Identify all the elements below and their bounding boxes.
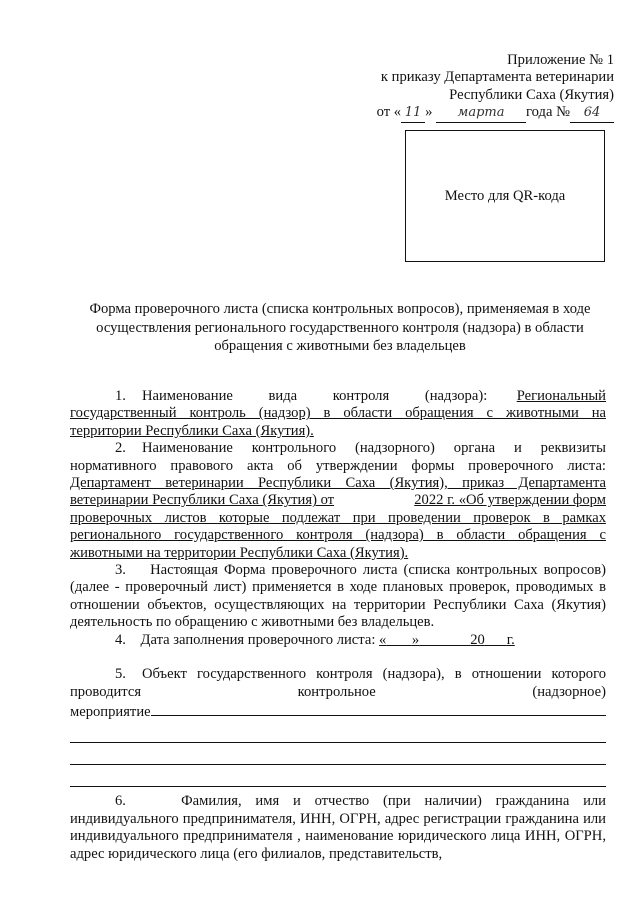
qr-code-placeholder [405, 130, 605, 262]
control-type-value: Региональный [516, 388, 606, 404]
fill-date-field: « » 20 г. [379, 631, 515, 648]
order-date-line [330, 104, 614, 122]
document-header [330, 52, 614, 123]
order-number: 64 [583, 105, 601, 121]
authority-value: 2022 г. «Об утверждении форм [414, 492, 606, 509]
object-input-line[interactable] [70, 769, 606, 787]
item-6 [70, 793, 606, 863]
object-input-line[interactable] [70, 725, 606, 743]
object-input-line[interactable] [70, 747, 606, 765]
control-type-value: государственный контроль (надзор) в области обращения с животными на [70, 405, 606, 422]
form-title-line: Форма проверочного листа (списка контрольных вопросов), применяемая в ходе [89, 301, 591, 317]
item-2-text: нормативного правового акта об утверждении формы проверочного листа: [70, 457, 606, 474]
item-5 [70, 666, 606, 787]
authority-value: животными на территории Республики Саха (Якутия). [70, 544, 409, 561]
control-type-value: территории Республики Саха (Якутия). [70, 422, 314, 439]
item-5-text: мероприятие [70, 703, 151, 720]
item-5-text: Объект государственного контроля (надзора), в отношении которого [141, 666, 606, 683]
item-2-text: Наименование контрольного (надзорного) органа и реквизиты [141, 440, 606, 457]
authority-value: ветеринарии Республики Саха (Якутия) от [70, 492, 335, 509]
order-region: Республики Саха (Якутия) [449, 86, 614, 103]
fill-date-label: Дата заполнения проверочного листа: [140, 631, 376, 648]
item-5-text: (надзорное) [532, 683, 606, 700]
form-title-line: обращения с животными без владельцев [214, 338, 466, 354]
form-title [60, 300, 620, 356]
item-6-text: Фамилия, имя и отчество (при наличии) гражданина или индивидуального предпринимателя, ИНН, ОГРН, адрес регистрации гражданина или индивидуального предпринимателя , наименование юридического лица ИНН, ОГРН, адрес юридического лица (его филиалов, представительств, [70, 793, 606, 862]
item-number: 3. [115, 562, 126, 579]
item-3 [70, 562, 606, 632]
order-day: 11 [404, 105, 422, 121]
date-mid: » [425, 104, 433, 121]
item-3-text: Настоящая Форма проверочного листа (списка контрольных вопросов) (далее - проверочный лист) применяется в ходе плановых проверок, проводимых в отношении объектов, осуществляющих на территории Республики Саха (Якутия) деятельность по обращению с животными без владельцев. [70, 562, 606, 631]
item-number: 4. [115, 631, 126, 648]
item-2 [70, 440, 606, 562]
authority-value: регионального государственного контроля (надзора) в области обращения с [70, 527, 606, 544]
form-title-line: осуществления регионального государственного контроля (надзора) в области [96, 319, 584, 336]
order-reference: к приказу Департамента ветеринарии [380, 69, 614, 86]
item-5-text: проводится [70, 683, 142, 700]
item-1 [70, 388, 606, 440]
form-body [70, 388, 606, 863]
item-number: 6. [115, 793, 126, 810]
item-number: 5. [115, 666, 126, 683]
item-5-text: контрольное [297, 683, 376, 700]
date-prefix: от « [376, 104, 402, 121]
object-input-line[interactable] [151, 701, 606, 716]
item-number: 2. [115, 440, 126, 457]
qr-code-label: Место для QR-кода [444, 188, 566, 204]
authority-value: Департамент ветеринарии Республики Саха (Якутия), приказ Департамента [70, 475, 606, 492]
item-4 [70, 632, 606, 649]
item-number: 1. [115, 388, 126, 404]
item-1-label: Наименование вида контроля (надзора): [141, 388, 488, 404]
appendix-label: Приложение № 1 [507, 52, 614, 68]
authority-value: проверочных листов которые подлежат при проведении проверок в рамках [70, 509, 606, 526]
year-label: года № [526, 104, 570, 121]
order-month: марта [457, 105, 505, 121]
